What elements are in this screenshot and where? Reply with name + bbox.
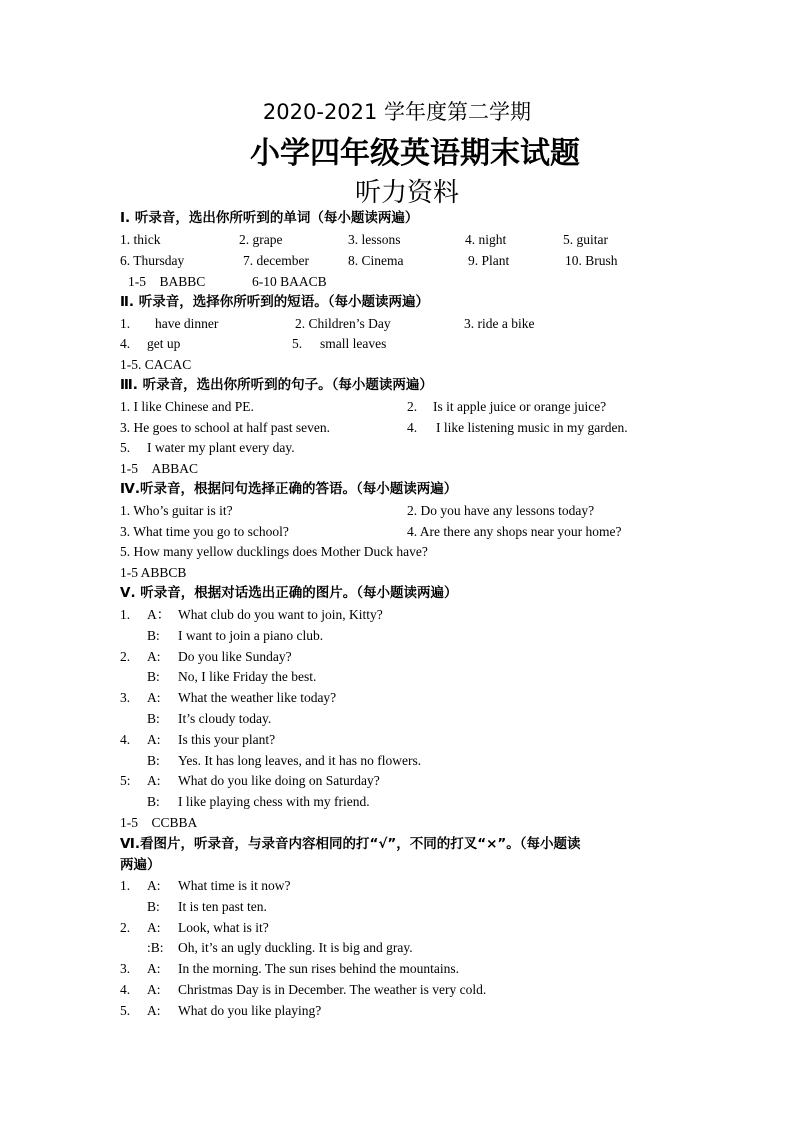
phrase-item: small leaves: [320, 336, 387, 351]
phrase-item: get up: [147, 336, 181, 351]
sentence-item: Is it apple juice or orange juice?: [433, 399, 607, 414]
section-6-heading: Ⅵ.看图片，听录音，与录音内容相同的打“√”，不同的打叉“×”。（每小题读: [120, 836, 581, 852]
word-item: 7. december: [243, 253, 309, 268]
speaker-label: A:: [147, 982, 161, 997]
section-1-answers: [128, 273, 528, 291]
question-item: 4. Are there any shops near your home?: [407, 524, 622, 539]
question-item: 5. How many yellow ducklings does Mother Duck have?: [120, 544, 428, 559]
section-6-dialogue-line: [120, 960, 680, 978]
item-number: 3.: [120, 961, 131, 977]
section-5-dialogue-line: [120, 627, 680, 645]
dialogue-text: Oh, it’s an ugly duckling. It is big and gray.: [178, 940, 413, 956]
sentence-item: 1. I like Chinese and PE.: [120, 399, 254, 414]
section-6-heading-cont: 两遍）: [120, 857, 161, 873]
dialogue-text: Do you like Sunday?: [178, 648, 292, 664]
item-number: 4.: [120, 336, 131, 351]
dialogue-text: What do you like playing?: [178, 1002, 322, 1018]
answer-key: 1-5 BABBC: [128, 274, 206, 289]
section-5-answers: 1-5 CCBBA: [120, 815, 198, 830]
section-2-row-2: [120, 335, 680, 353]
question-item: 3. What time you go to school?: [120, 524, 289, 539]
section-6-dialogue-line: [120, 898, 680, 916]
dialogue-text: What time is it now?: [178, 878, 291, 893]
phrase-item: have dinner: [155, 316, 219, 331]
item-number: 5:: [120, 773, 131, 789]
word-item: 4. night: [465, 232, 507, 247]
speaker-label: B:: [147, 898, 160, 914]
sentence-item: 3. He goes to school at half past seven.: [120, 420, 330, 435]
section-5-dialogue-line: [120, 606, 680, 624]
dialogue-text: What club do you want to join, Kitty?: [178, 607, 383, 622]
word-item: 5. guitar: [563, 232, 608, 247]
section-5-dialogue-line: [120, 710, 680, 728]
section-3-heading: Ⅲ. 听录音，选出你所听到的句子。（每小题读两遍）: [120, 377, 433, 393]
dialogue-text: Christmas Day is in December. The weather is very cold.: [178, 982, 487, 997]
speaker-label: A:: [147, 878, 161, 893]
word-item: 6. Thursday: [120, 253, 185, 268]
answer-key: 6-10 BAACB: [252, 274, 327, 289]
speaker-label: B:: [147, 794, 160, 810]
speaker-label: A:: [147, 961, 161, 977]
dialogue-text: No, I like Friday the best.: [178, 669, 317, 685]
section-4-row-2: [120, 523, 680, 541]
section-5-dialogue-line: [120, 668, 680, 686]
section-4-heading: Ⅳ.听录音，根据问句选择正确的答语。（每小题读两遍）: [120, 481, 458, 497]
speaker-label: A:: [147, 1002, 161, 1018]
dialogue-text: What the weather like today?: [178, 690, 337, 706]
word-item: 1. thick: [120, 232, 161, 247]
sentence-item: I like listening music in my garden.: [436, 420, 628, 435]
section-1-row-1: [120, 231, 680, 249]
section-3-answers: 1-5 ABBAC: [120, 461, 199, 476]
dialogue-text: I want to join a piano club.: [178, 627, 324, 643]
item-number: 2.: [120, 648, 131, 664]
dialogue-text: Look, what is it?: [178, 919, 269, 935]
item-number: 5.: [292, 336, 303, 351]
dialogue-text: Yes. It has long leaves, and it has no flowers.: [178, 752, 422, 768]
speaker-label: :B:: [147, 940, 164, 956]
section-3-row-1: [120, 398, 680, 416]
phrase-item: 2. Children’s Day: [295, 316, 391, 331]
section-5-dialogue-line: [120, 731, 680, 749]
item-number: 4.: [407, 420, 418, 435]
section-6-dialogue-line: [120, 939, 680, 957]
section-5-dialogue-line: [120, 772, 680, 790]
section-2-row-1: [120, 315, 680, 333]
speaker-label: B:: [147, 752, 160, 768]
section-5-dialogue-line: [120, 793, 680, 811]
section-1-row-2: [120, 252, 680, 270]
dialogue-text: It’s cloudy today.: [178, 711, 272, 726]
question-item: 2. Do you have any lessons today?: [407, 503, 595, 518]
section-4-answers: 1-5 ABBCB: [120, 565, 187, 580]
dialogue-text: I like playing chess with my friend.: [178, 794, 370, 810]
section-5-dialogue-line: [120, 752, 680, 770]
section-6-dialogue-line: [120, 981, 680, 999]
speaker-label: A:: [147, 919, 161, 935]
section-5-dialogue-line: [120, 648, 680, 666]
sentence-item: I water my plant every day.: [147, 440, 295, 455]
dialogue-text: Is this your plant?: [178, 731, 276, 747]
item-number: 4.: [120, 982, 131, 997]
speaker-label: A:: [147, 731, 161, 747]
item-number: 4.: [120, 731, 131, 747]
word-item: 3. lessons: [348, 232, 401, 247]
dialogue-text: It is ten past ten.: [178, 898, 267, 914]
section-3-row-2: [120, 419, 680, 437]
word-item: 10. Brush: [565, 253, 618, 268]
phrase-item: 3. ride a bike: [464, 316, 535, 331]
section-5-dialogue-line: [120, 689, 680, 707]
section-1-heading: Ⅰ. 听录音，选出你所听到的单词（每小题读两遍）: [120, 210, 419, 226]
speaker-label: A：: [147, 607, 171, 622]
section-5-heading: Ⅴ. 听录音，根据对话选出正确的图片。（每小题读两遍）: [120, 585, 458, 601]
section-4-row-1: [120, 502, 680, 520]
speaker-label: B:: [147, 669, 160, 685]
speaker-label: A:: [147, 773, 161, 789]
item-number: 1.: [120, 316, 131, 331]
item-number: 2.: [407, 399, 418, 414]
dialogue-text: In the morning. The sun rises behind the mountains.: [178, 961, 459, 977]
section-2-answers: 1-5. CACAC: [120, 357, 192, 372]
school-year: 2020-2021 学年度第二学期: [262, 100, 532, 124]
item-number: 5.: [120, 440, 131, 455]
exam-title: 小学四年级英语期末试题: [250, 136, 580, 171]
question-item: 1. Who’s guitar is it?: [120, 503, 233, 518]
speaker-label: A:: [147, 690, 161, 706]
dialogue-text: What do you like doing on Saturday?: [178, 773, 380, 789]
section-6-dialogue-line: [120, 877, 680, 895]
word-item: 2. grape: [239, 232, 283, 247]
item-number: 5.: [120, 1002, 131, 1018]
speaker-label: A:: [147, 648, 161, 664]
section-2-heading: Ⅱ. 听录音，选择你所听到的短语。（每小题读两遍）: [120, 294, 429, 310]
section-6-dialogue-line: [120, 919, 680, 937]
speaker-label: B:: [147, 711, 160, 726]
speaker-label: B:: [147, 627, 160, 643]
word-item: 9. Plant: [468, 253, 510, 268]
item-number: 2.: [120, 919, 131, 935]
item-number: 3.: [120, 690, 131, 706]
item-number: 1.: [120, 878, 131, 893]
section-6-dialogue-line: [120, 1002, 680, 1020]
section-3-row-3: [120, 439, 680, 457]
exam-subtitle: 听力资料: [354, 178, 459, 208]
word-item: 8. Cinema: [348, 253, 404, 268]
item-number: 1.: [120, 607, 131, 622]
